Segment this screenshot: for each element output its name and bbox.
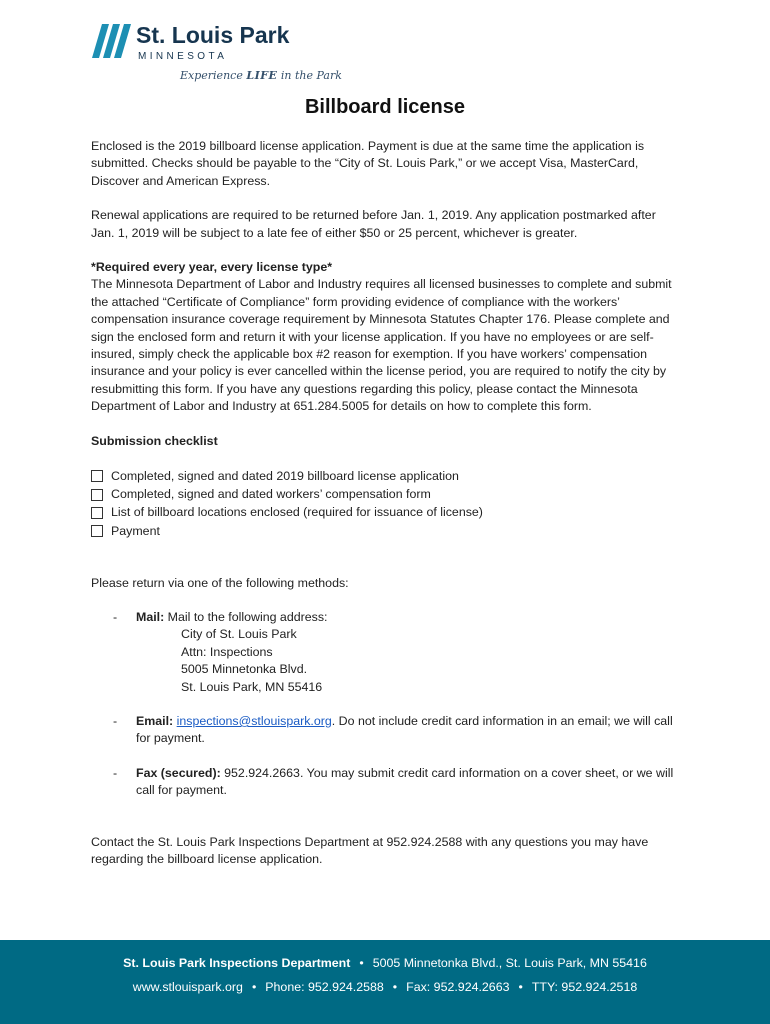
- checkbox-icon[interactable]: [91, 470, 103, 482]
- checklist-item: Payment: [91, 522, 681, 540]
- required-heading: *Required every year, every license type*: [91, 260, 333, 275]
- contact-paragraph: Contact the St. Louis Park Inspections Department at 952.924.2588 with any questions you may have regarding the billboard license application.: [91, 834, 649, 867]
- footer-website: www.stlouispark.org: [132, 980, 243, 994]
- checkbox-icon[interactable]: [91, 525, 103, 537]
- mailing-address: City of St. Louis Park Attn: Inspections 5005 Minnetonka Blvd. St. Louis Park, MN 55416: [181, 627, 323, 694]
- fax-label: Fax (secured):: [136, 765, 221, 780]
- checkbox-icon[interactable]: [91, 507, 103, 519]
- page-title: Billboard license: [304, 96, 466, 118]
- intro-paragraph-payment: Enclosed is the 2019 billboard license application. Payment is due at the same time the application is submitted. Checks should be payable to the “City of St. Louis Park,” or we accept Visa, MasterCard, Discover and American Express.: [91, 139, 645, 188]
- city-logo: [92, 22, 342, 84]
- page-footer: [0, 940, 770, 1024]
- footer-phone: Phone: 952.924.2588: [265, 980, 384, 994]
- submission-checklist: [91, 467, 681, 541]
- checkbox-icon[interactable]: [91, 489, 103, 501]
- email-method: - Email: inspections@stlouispark.org. Do not include credit card information in an email; we will call for payment.: [113, 714, 673, 746]
- checklist-item: Completed, signed and dated 2019 billboard license application: [91, 467, 681, 485]
- logo-org-name: St. Louis Park: [136, 22, 290, 48]
- return-intro: Please return via one of the following methods:: [91, 575, 349, 590]
- logo-state: MINNESOTA: [138, 51, 228, 62]
- checklist-item: List of billboard locations enclosed (required for issuance of license): [91, 504, 681, 522]
- checklist-heading: Submission checklist: [91, 433, 218, 448]
- intro-paragraph-renewal: Renewal applications are required to be returned before Jan. 1, 2019. Any application postmarked after Jan. 1, 2019 will be subject to a late fee of either $50 or 25 percent, whichever is greater.: [91, 208, 656, 240]
- logo-stripes-icon: [92, 24, 132, 58]
- required-section: [91, 259, 681, 416]
- footer-line-contact: www.stlouispark.org • Phone: 952.924.2588 • Fax: 952.924.2663 • TTY: 952.924.2518: [132, 980, 638, 994]
- email-link[interactable]: inspections@stlouispark.org: [176, 714, 332, 729]
- footer-line-department: St. Louis Park Inspections Department • 5005 Minnetonka Blvd., St. Louis Park, MN 55416: [123, 956, 647, 970]
- checklist-item: Completed, signed and dated workers’ compensation form: [91, 485, 681, 503]
- email-label: Email:: [136, 714, 174, 729]
- logo-tagline: Experience LIFE in the Park: [180, 69, 342, 82]
- required-text: The Minnesota Department of Labor and Industry requires all licensed businesses to complete and submit the attached “Certificate of Compliance” form providing evidence of compliance with the workers’ compensation insurance coverage requirement by Minnesota Statutes Chapter 176. Please complete and sign the enclosed form and return it with your license application. If you have no employees or are self-insured, simply check the applicable box #2 reason for exemption. If you have workers’ compensation insurance and your policy is ever cancelled within the license period, you are required to notify the city by resubmitting this form. If you have any questions regarding this policy, please contact the Minnesota Department of Labor and Industry at 651.284.5005 for details on how to complete this form.: [91, 277, 672, 414]
- footer-fax: Fax: 952.924.2663: [406, 980, 510, 994]
- document-body: [91, 138, 681, 885]
- footer-tty: TTY: 952.924.2518: [531, 980, 638, 994]
- fax-method: - Fax (secured): 952.924.2663. You may submit credit card information on a cover sheet, or we will call for payment.: [113, 765, 674, 798]
- footer-dept: St. Louis Park Inspections Department: [123, 956, 351, 970]
- mail-label: Mail:: [136, 610, 165, 625]
- mail-method: - Mail: Mail to the following address: City of St. Louis Park Attn: Inspections 5005 Minnetonka Blvd. St. Louis Park, MN 55416: [91, 609, 681, 696]
- footer-address: 5005 Minnetonka Blvd., St. Louis Park, MN 55416: [372, 956, 647, 970]
